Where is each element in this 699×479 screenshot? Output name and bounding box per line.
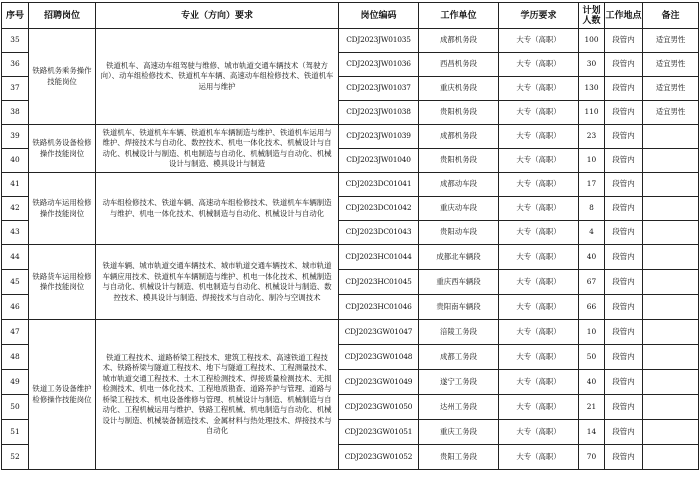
major-cell: 铁道工程技术、道路桥梁工程技术、建筑工程技术、高速铁道工程技术、铁路桥梁与隧道工程技术、地下与隧道工程技术、工程测量技术、城市轨道交通工程技术、土木工程检测技术、焊接质量检测技术、无损检测技术、机电一体化技术、工程地质勘查、道路养护与管理、道路与桥梁工程技术、机电设备维修与管理、机械设计与制造、机械制造与自动化、工程机械运用与维护、铁路工程机械、机电制造与自动化、机械设计与制造、机械装备制造技术、金属材料与热处理技术、焊接技术与自动化 xyxy=(96,320,339,470)
header-seq: 序号 xyxy=(2,3,29,29)
edu-cell: 大专（高职） xyxy=(499,197,579,221)
note-cell xyxy=(643,197,699,221)
plan-cell: 70 xyxy=(579,445,605,470)
plan-cell: 4 xyxy=(579,221,605,245)
edu-cell: 大专（高职） xyxy=(499,395,579,420)
seq-cell: 40 xyxy=(2,149,29,173)
code-cell: CDJ2023JW01037 xyxy=(339,77,419,101)
table-body xyxy=(2,29,699,470)
place-cell: 段管内 xyxy=(605,101,643,125)
seq-cell: 43 xyxy=(2,221,29,245)
unit-cell: 贵阳动车段 xyxy=(419,221,499,245)
plan-cell: 40 xyxy=(579,370,605,395)
code-cell: CDJ2023HC01044 xyxy=(339,245,419,270)
unit-cell: 成都动车段 xyxy=(419,173,499,197)
edu-cell: 大专（高职） xyxy=(499,245,579,270)
unit-cell: 贵阳南车辆段 xyxy=(419,295,499,320)
unit-cell: 重庆西车辆段 xyxy=(419,270,499,295)
unit-cell: 重庆工务段 xyxy=(419,420,499,445)
code-cell: CDJ2023GW01052 xyxy=(339,445,419,470)
unit-cell: 成都机务段 xyxy=(419,29,499,53)
note-cell xyxy=(643,420,699,445)
seq-cell: 44 xyxy=(2,245,29,270)
code-cell: CDJ2023DC01042 xyxy=(339,197,419,221)
place-cell: 段管内 xyxy=(605,245,643,270)
edu-cell: 大专（高职） xyxy=(499,53,579,77)
unit-cell: 贵阳工务段 xyxy=(419,445,499,470)
note-cell xyxy=(643,173,699,197)
unit-cell: 西昌机务段 xyxy=(419,53,499,77)
recruitment-table xyxy=(1,2,699,470)
table-row xyxy=(2,29,699,53)
note-cell xyxy=(643,221,699,245)
note-cell xyxy=(643,245,699,270)
code-cell: CDJ2023JW01040 xyxy=(339,149,419,173)
seq-cell: 46 xyxy=(2,295,29,320)
place-cell: 段管内 xyxy=(605,345,643,370)
edu-cell: 大专（高职） xyxy=(499,101,579,125)
note-cell xyxy=(643,125,699,149)
table-header xyxy=(2,3,699,29)
seq-cell: 42 xyxy=(2,197,29,221)
seq-cell: 37 xyxy=(2,77,29,101)
note-cell xyxy=(643,445,699,470)
seq-cell: 38 xyxy=(2,101,29,125)
edu-cell: 大专（高职） xyxy=(499,295,579,320)
plan-cell: 21 xyxy=(579,395,605,420)
position-cell: 铁路动车运用检修操作技能岗位 xyxy=(29,173,96,245)
header-plan: 计划人数 xyxy=(579,3,605,29)
plan-cell: 10 xyxy=(579,320,605,345)
edu-cell: 大专（高职） xyxy=(499,345,579,370)
note-cell xyxy=(643,395,699,420)
plan-cell: 17 xyxy=(579,173,605,197)
plan-cell: 50 xyxy=(579,345,605,370)
plan-cell: 67 xyxy=(579,270,605,295)
code-cell: CDJ2023DC01041 xyxy=(339,173,419,197)
note-cell xyxy=(643,149,699,173)
edu-cell: 大专（高职） xyxy=(499,125,579,149)
code-cell: CDJ2023GW01048 xyxy=(339,345,419,370)
unit-cell: 达州工务段 xyxy=(419,395,499,420)
edu-cell: 大专（高职） xyxy=(499,420,579,445)
edu-cell: 大专（高职） xyxy=(499,173,579,197)
code-cell: CDJ2023GW01047 xyxy=(339,320,419,345)
header-post: 招聘岗位 xyxy=(29,3,96,29)
edu-cell: 大专（高职） xyxy=(499,370,579,395)
seq-cell: 39 xyxy=(2,125,29,149)
edu-cell: 大专（高职） xyxy=(499,320,579,345)
place-cell: 段管内 xyxy=(605,125,643,149)
plan-cell: 110 xyxy=(579,101,605,125)
note-cell xyxy=(643,295,699,320)
code-cell: CDJ2023GW01051 xyxy=(339,420,419,445)
place-cell: 段管内 xyxy=(605,295,643,320)
unit-cell: 成都工务段 xyxy=(419,345,499,370)
seq-cell: 45 xyxy=(2,270,29,295)
edu-cell: 大专（高职） xyxy=(499,445,579,470)
header-code: 岗位编码 xyxy=(339,3,419,29)
unit-cell: 成都机务段 xyxy=(419,125,499,149)
plan-cell: 100 xyxy=(579,29,605,53)
note-cell: 适宜男性 xyxy=(643,77,699,101)
note-cell xyxy=(643,270,699,295)
place-cell: 段管内 xyxy=(605,53,643,77)
table-row xyxy=(2,125,699,149)
seq-cell: 41 xyxy=(2,173,29,197)
place-cell: 段管内 xyxy=(605,173,643,197)
place-cell: 段管内 xyxy=(605,149,643,173)
table-row xyxy=(2,245,699,270)
plan-cell: 23 xyxy=(579,125,605,149)
header-major: 专业（方向）要求 xyxy=(96,3,339,29)
seq-cell: 50 xyxy=(2,395,29,420)
place-cell: 段管内 xyxy=(605,395,643,420)
unit-cell: 重庆机务段 xyxy=(419,77,499,101)
code-cell: CDJ2023HC01045 xyxy=(339,270,419,295)
position-cell: 铁道工务设备维护检修操作技能岗位 xyxy=(29,320,96,470)
position-cell: 铁路机务设备检修操作技能岗位 xyxy=(29,125,96,173)
note-cell xyxy=(643,370,699,395)
note-cell: 适宜男性 xyxy=(643,29,699,53)
plan-cell: 130 xyxy=(579,77,605,101)
header-note: 备注 xyxy=(643,3,699,29)
place-cell: 段管内 xyxy=(605,320,643,345)
major-cell: 铁道机车、铁道机车车辆、铁道机车车辆制造与维护、铁道机车运用与维护、焊接技术与自动化、数控技术、机电一体化技术、机械设计与自动化、机械设计与制造、机电制造与自动化、机械制造与自动化、机械设计与制造、模具设计与制造 xyxy=(96,125,339,173)
place-cell: 段管内 xyxy=(605,445,643,470)
position-cell: 铁路机务乘务操作技能岗位 xyxy=(29,29,96,125)
header-row xyxy=(2,3,699,29)
major-cell: 铁道车辆、城市轨道交通车辆技术、城市轨道交通车辆技术、城市轨道车辆应用技术、铁道机车车辆制造与维护、机电一体化技术、机械制造与自动化、机械设计与制造、机电制造与自动化、机械设计与制造、数控技术、模具设计与制造、焊接技术与自动化、制冷与空调技术 xyxy=(96,245,339,320)
note-cell xyxy=(643,345,699,370)
code-cell: CDJ2023JW01035 xyxy=(339,29,419,53)
major-cell: 铁道机车、高速动车组驾驶与维修、城市轨道交通车辆技术（驾驶方向）、动车组检修技术、铁道机车车辆、高速动车组检修技术、铁道机车运用与维护 xyxy=(96,29,339,125)
unit-cell: 重庆动车段 xyxy=(419,197,499,221)
code-cell: CDJ2023DC01043 xyxy=(339,221,419,245)
plan-cell: 8 xyxy=(579,197,605,221)
note-cell: 适宜男性 xyxy=(643,101,699,125)
place-cell: 段管内 xyxy=(605,77,643,101)
seq-cell: 52 xyxy=(2,445,29,470)
header-place: 工作地点 xyxy=(605,3,643,29)
seq-cell: 36 xyxy=(2,53,29,77)
place-cell: 段管内 xyxy=(605,197,643,221)
unit-cell: 贵阳机务段 xyxy=(419,101,499,125)
plan-cell: 14 xyxy=(579,420,605,445)
code-cell: CDJ2023HC01046 xyxy=(339,295,419,320)
plan-cell: 30 xyxy=(579,53,605,77)
table-row xyxy=(2,320,699,345)
header-unit: 工作单位 xyxy=(419,3,499,29)
edu-cell: 大专（高职） xyxy=(499,29,579,53)
plan-cell: 40 xyxy=(579,245,605,270)
note-cell: 适宜男性 xyxy=(643,53,699,77)
place-cell: 段管内 xyxy=(605,29,643,53)
edu-cell: 大专（高职） xyxy=(499,77,579,101)
place-cell: 段管内 xyxy=(605,420,643,445)
code-cell: CDJ2023JW01036 xyxy=(339,53,419,77)
edu-cell: 大专（高职） xyxy=(499,221,579,245)
plan-cell: 10 xyxy=(579,149,605,173)
code-cell: CDJ2023GW01050 xyxy=(339,395,419,420)
edu-cell: 大专（高职） xyxy=(499,270,579,295)
seq-cell: 48 xyxy=(2,345,29,370)
unit-cell: 贵阳机务段 xyxy=(419,149,499,173)
plan-cell: 66 xyxy=(579,295,605,320)
position-cell: 铁路货车运用检修操作技能岗位 xyxy=(29,245,96,320)
unit-cell: 涪陵工务段 xyxy=(419,320,499,345)
place-cell: 段管内 xyxy=(605,370,643,395)
code-cell: CDJ2023JW01039 xyxy=(339,125,419,149)
header-edu: 学历要求 xyxy=(499,3,579,29)
seq-cell: 49 xyxy=(2,370,29,395)
seq-cell: 47 xyxy=(2,320,29,345)
edu-cell: 大专（高职） xyxy=(499,149,579,173)
major-cell: 动车组检修技术、铁道车辆、高速动车组检修技术、铁道机车车辆制造与维护、机电一体化技术、机械制造与自动化、机械设计与自动化 xyxy=(96,173,339,245)
table-row xyxy=(2,173,699,197)
place-cell: 段管内 xyxy=(605,221,643,245)
seq-cell: 35 xyxy=(2,29,29,53)
unit-cell: 成都北车辆段 xyxy=(419,245,499,270)
code-cell: CDJ2023JW01038 xyxy=(339,101,419,125)
code-cell: CDJ2023GW01049 xyxy=(339,370,419,395)
place-cell: 段管内 xyxy=(605,270,643,295)
seq-cell: 51 xyxy=(2,420,29,445)
unit-cell: 遂宁工务段 xyxy=(419,370,499,395)
note-cell xyxy=(643,320,699,345)
